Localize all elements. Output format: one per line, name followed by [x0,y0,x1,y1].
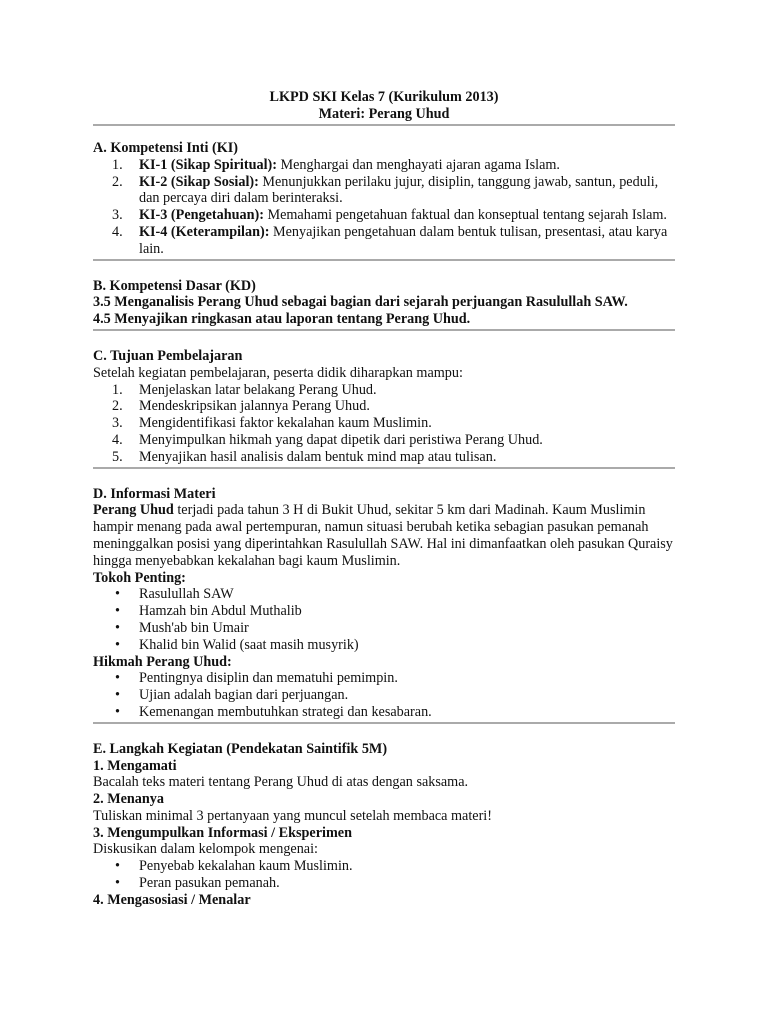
step-title: 3. Mengumpulkan Informasi / Eksperimen [93,824,352,841]
list-item [93,398,675,415]
list-item: • Peran pasukan pemanah. [93,875,675,892]
item-label: KI-4 (Keterampilan): [139,223,270,240]
list-item [93,415,675,432]
list-item: • Mush'ab bin Umair [93,620,675,637]
list-item: • Pentingnya disiplin dan mematuhi pemimpin. [93,670,675,687]
list-item [93,224,675,258]
list-item: • Hamzah bin Abdul Muthalib [93,603,675,620]
materi-keyword: Perang Uhud [93,502,174,519]
item-text: Menyajikan hasil analisis dalam bentuk mind map atau tulisan. [139,448,497,465]
item-label: KI-2 (Sikap Sosial): [139,173,259,190]
item-number: 3. [112,415,123,432]
list-item: • Khalid bin Walid (saat masih musyrik) [93,637,675,654]
section-kompetensi-dasar [93,278,675,328]
item-number: 3. [112,207,123,224]
divider [93,467,675,469]
item-number: 1. [112,156,123,173]
item-text: Menyajikan pengetahuan dalam bentuk tulisan, presentasi, atau karya lain. [139,223,668,257]
hikmah-title: Hikmah Perang Uhud: [93,653,232,670]
item-number: 4. [112,431,123,448]
step-text: Diskusikan dalam kelompok mengenai: [93,841,318,858]
item-number: 2. [112,398,123,415]
section-langkah-kegiatan [93,741,675,909]
item-number: 1. [112,381,123,398]
section-heading: C. Tujuan Pembelajaran [93,347,243,364]
list-item [93,449,675,466]
materi-paragraph [93,502,675,569]
item-number: 4. [112,223,123,240]
list-item [93,207,675,224]
list-item [93,157,675,174]
diskusi-list [93,858,675,892]
section-kompetensi-inti [93,140,675,258]
item-label: KI-3 (Pengetahuan): [139,207,264,224]
section-tujuan-pembelajaran [93,348,675,466]
list-item: • Rasulullah SAW [93,586,675,603]
materi-text: terjadi pada tahun 3 H di Bukit Uhud, sekitar 5 km dari Madinah. Kaum Muslimin hampir menang pada awal pertempuran, namun situasi berubah ketika sebagian pasukan pemanah meninggalkan posisi yang diperintahkan Rasulullah SAW. Hal ini dimanfaatkan oleh pasukan Quraisy hingga menyebabkan kekalahan bagi kaum Muslimin. [93,502,673,569]
step-title: 4. Mengasosiasi / Menalar [93,891,251,908]
step-text: Tuliskan minimal 3 pertanyaan yang muncul setelah membaca materi! [93,807,492,824]
item-number: 5. [112,448,123,465]
item-text: Menunjukkan perilaku jujur, disiplin, tanggung jawab, santun, peduli, dan percaya diri dalam berinteraksi. [139,173,659,207]
section-heading: E. Langkah Kegiatan (Pendekatan Saintifik 5M) [93,740,388,757]
title-line-1: LKPD SKI Kelas 7 (Kurikulum 2013) [269,89,499,105]
list-item [93,382,675,399]
item-number: 2. [112,173,123,190]
item-text: Memahami pengetahuan faktual dan konseptual tentang sejarah Islam. [263,207,667,224]
list-item: • Kemenangan membutuhkan strategi dan kesabaran. [93,704,675,721]
section-heading: D. Informasi Materi [93,485,216,502]
divider [93,329,675,331]
tokoh-title: Tokoh Penting: [93,569,186,586]
divider [93,124,675,126]
document-page [93,0,675,909]
section-informasi-materi [93,486,675,721]
list-item [93,174,675,208]
tokoh-list [93,586,675,653]
item-text: Menjelaskan latar belakang Perang Uhud. [139,381,377,398]
item-label: KI-1 (Sikap Spiritual): [139,156,277,173]
section-heading: A. Kompetensi Inti (KI) [93,140,239,156]
item-text: Mendeskripsikan jalannya Perang Uhud. [139,398,370,415]
kd-item: 3.5 Menganalisis Perang Uhud sebagai bagian dari sejarah perjuangan Rasulullah SAW. [93,294,628,311]
section-heading: B. Kompetensi Dasar (KD) [93,277,256,294]
title-line-2: Materi: Perang Uhud [318,106,450,122]
kd-item: 4.5 Menyajikan ringkasan atau laporan tentang Perang Uhud. [93,311,471,328]
list-item [93,432,675,449]
list-item: • Penyebab kekalahan kaum Muslimin. [93,858,675,875]
item-text: Mengidentifikasi faktor kekalahan kaum Muslimin. [139,415,432,432]
step-title: 1. Mengamati [93,757,177,774]
divider [93,722,675,724]
ki-list [93,157,675,258]
item-text: Menyimpulkan hikmah yang dapat dipetik dari peristiwa Perang Uhud. [139,431,543,448]
hikmah-list [93,670,675,720]
document-title [93,89,675,123]
tujuan-list [93,382,675,466]
list-item: • Ujian adalah bagian dari perjuangan. [93,687,675,704]
divider [93,259,675,261]
section-intro: Setelah kegiatan pembelajaran, peserta didik diharapkan mampu: [93,364,463,381]
step-title: 2. Menanya [93,791,164,808]
step-text: Bacalah teks materi tentang Perang Uhud di atas dengan saksama. [93,774,469,791]
item-text: Menghargai dan menghayati ajaran agama Islam. [276,156,560,173]
